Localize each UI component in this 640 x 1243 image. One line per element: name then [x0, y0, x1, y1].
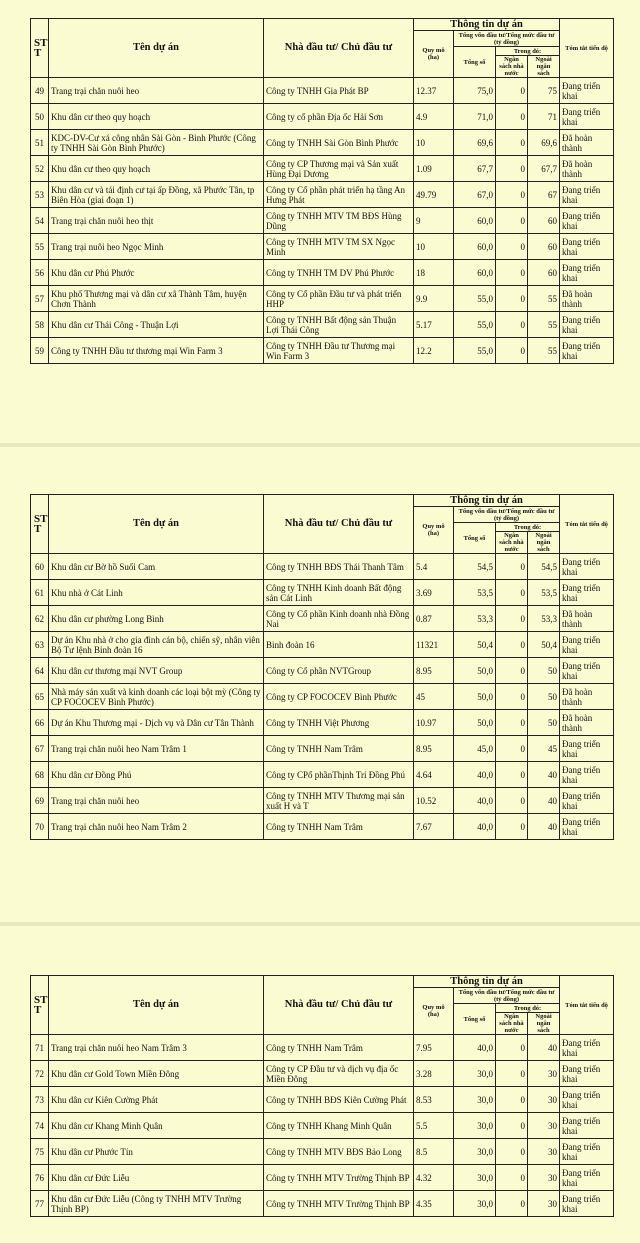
row-project-name: Trang trại chăn nuôi heo thịt: [49, 208, 264, 234]
header-investor: Nhà đầu tư/ Chủ đầu tư: [264, 19, 414, 78]
row-investor: Công ty CP Thương mại và Sản xuất Hùng Đại Dương: [264, 156, 414, 182]
row-state-budget: 0: [496, 658, 528, 684]
row-state-budget: 0: [496, 1191, 528, 1217]
row-investor: Công ty TNHH MTV TM BĐS Hùng Dũng: [264, 208, 414, 234]
row-total-capital: 30,0: [454, 1139, 496, 1165]
row-state-budget: 0: [496, 234, 528, 260]
row-investor: Công ty Cổ phần Kinh doanh nhà Đồng Nai: [264, 606, 414, 632]
row-investor: Công ty TNHH Bất động sản Thuận Lợi Thái Công: [264, 312, 414, 338]
row-progress-status: Đang triển khai: [560, 1061, 614, 1087]
table-row: [31, 260, 614, 286]
row-project-name: Trang trại chăn nuôi heo: [49, 788, 264, 814]
row-progress-status: Đang triển khai: [560, 554, 614, 580]
row-project-name: Trang trại chăn nuôi heo Nam Trâm 3: [49, 1035, 264, 1061]
row-progress-status: Đang triển khai: [560, 260, 614, 286]
row-non-budget: 54,5: [528, 554, 560, 580]
row-non-budget: 40: [528, 814, 560, 840]
row-total-capital: 60,0: [454, 234, 496, 260]
row-state-budget: 0: [496, 1139, 528, 1165]
table-row: [31, 1113, 614, 1139]
header-project-name: Tên dự án: [49, 19, 264, 78]
row-stt: 54: [31, 208, 49, 234]
header-of-which: Trong đó:: [496, 47, 560, 56]
row-non-budget: 30: [528, 1113, 560, 1139]
row-stt: 52: [31, 156, 49, 182]
header-project-name: Tên dự án: [49, 495, 264, 554]
row-stt: 55: [31, 234, 49, 260]
row-stt: 63: [31, 632, 49, 658]
header-of-which: Trong đó:: [496, 523, 560, 532]
row-scale: 10.97: [414, 710, 454, 736]
table-row: [31, 338, 614, 364]
row-investor: Công ty TNHH BĐS Kiên Cường Phát: [264, 1087, 414, 1113]
table-row: [31, 580, 614, 606]
row-state-budget: 0: [496, 1087, 528, 1113]
row-project-name: Khu nhà ở Cát Linh: [49, 580, 264, 606]
table-row: [31, 1191, 614, 1217]
row-progress-status: Đang triển khai: [560, 632, 614, 658]
row-investor: Công ty TNHH Khang Minh Quân: [264, 1113, 414, 1139]
row-non-budget: 55: [528, 286, 560, 312]
row-progress-status: Đang triển khai: [560, 208, 614, 234]
row-scale: 8.53: [414, 1087, 454, 1113]
row-total-capital: 55,0: [454, 338, 496, 364]
row-investor: Công ty TNHH Nam Trâm: [264, 736, 414, 762]
row-state-budget: 0: [496, 736, 528, 762]
row-stt: 53: [31, 182, 49, 208]
row-scale: 9: [414, 208, 454, 234]
row-scale: 11321: [414, 632, 454, 658]
header-project-name: Tên dự án: [49, 976, 264, 1035]
row-project-name: Khu dân cư Thái Công - Thuận Lợi: [49, 312, 264, 338]
row-state-budget: 0: [496, 182, 528, 208]
header-of-which: Trong đó:: [496, 1004, 560, 1013]
row-project-name: Khu dân cư Bờ hồ Suối Cam: [49, 554, 264, 580]
row-scale: 4.35: [414, 1191, 454, 1217]
page-separator: [0, 443, 640, 447]
row-stt: 71: [31, 1035, 49, 1061]
header-non-budget: Ngoài ngân sách: [528, 532, 560, 554]
row-non-budget: 40: [528, 1035, 560, 1061]
header-progress: Tóm tắt tiến độ: [560, 19, 614, 78]
header-capital: Tổng vốn đầu tư/Tổng mức đầu tư (tỷ đồng): [454, 988, 560, 1004]
header-progress: Tóm tắt tiến độ: [560, 976, 614, 1035]
table-row: [31, 632, 614, 658]
row-stt: 56: [31, 260, 49, 286]
row-project-name: Nhà máy sản xuất và kinh doanh các loại bột mỳ (Công ty CP FOCOCEV Bình Phước): [49, 684, 264, 710]
row-state-budget: 0: [496, 606, 528, 632]
row-total-capital: 67,7: [454, 156, 496, 182]
row-project-name: Khu dân cư theo quy hoạch: [49, 104, 264, 130]
table-row: [31, 182, 614, 208]
row-project-name: Dự án Khu Thương mại - Dịch vụ và Dân cư Tân Thành: [49, 710, 264, 736]
project-table-page-2: [30, 494, 614, 840]
row-progress-status: Đang triển khai: [560, 338, 614, 364]
project-table-page-3: [30, 975, 614, 1217]
row-stt: 50: [31, 104, 49, 130]
row-state-budget: 0: [496, 762, 528, 788]
row-progress-status: Đang triển khai: [560, 1113, 614, 1139]
row-total-capital: 45,0: [454, 736, 496, 762]
table-row: [31, 1035, 614, 1061]
row-investor: Công ty TNHH Sài Gòn Bình Phước: [264, 130, 414, 156]
row-total-capital: 30,0: [454, 1191, 496, 1217]
row-progress-status: Đã hoàn thành: [560, 606, 614, 632]
row-total-capital: 30,0: [454, 1113, 496, 1139]
row-scale: 4.64: [414, 762, 454, 788]
header-budget: Ngân sách nhà nước: [496, 56, 528, 78]
row-scale: 1.09: [414, 156, 454, 182]
table-row: [31, 814, 614, 840]
row-scale: 12.2: [414, 338, 454, 364]
row-project-name: Khu dân cư Đồng Phú: [49, 762, 264, 788]
header-total: Tổng số: [454, 1004, 496, 1035]
header-budget: Ngân sách nhà nước: [496, 1013, 528, 1035]
row-investor: Công ty TNHH Việt Phương: [264, 710, 414, 736]
header-stt: ST T: [31, 976, 49, 1035]
row-investor: Công ty Cổ phần Đầu tư và phát triển HHP: [264, 286, 414, 312]
row-state-budget: 0: [496, 338, 528, 364]
table-row: [31, 78, 614, 104]
row-state-budget: 0: [496, 130, 528, 156]
row-total-capital: 60,0: [454, 260, 496, 286]
row-scale: 7.95: [414, 1035, 454, 1061]
row-project-name: Khu dân cư Đức Liễu (Công ty TNHH MTV Trường Thịnh BP): [49, 1191, 264, 1217]
row-stt: 69: [31, 788, 49, 814]
row-stt: 61: [31, 580, 49, 606]
row-stt: 74: [31, 1113, 49, 1139]
row-investor: Công ty Cổ phần NVTGroup: [264, 658, 414, 684]
row-project-name: Trang trại nuôi heo Ngọc Minh: [49, 234, 264, 260]
row-scale: 3.28: [414, 1061, 454, 1087]
row-stt: 51: [31, 130, 49, 156]
row-scale: 10: [414, 234, 454, 260]
row-total-capital: 69,6: [454, 130, 496, 156]
row-project-name: Công ty TNHH Đầu tư thương mại Win Farm 3: [49, 338, 264, 364]
row-scale: 3.69: [414, 580, 454, 606]
row-state-budget: 0: [496, 1113, 528, 1139]
row-investor: Công ty CP FOCOCEV Bình Phước: [264, 684, 414, 710]
row-stt: 67: [31, 736, 49, 762]
table-row: [31, 234, 614, 260]
row-scale: 5.17: [414, 312, 454, 338]
row-scale: 8.95: [414, 736, 454, 762]
table-row: [31, 156, 614, 182]
row-progress-status: Đang triển khai: [560, 234, 614, 260]
row-progress-status: Đang triển khai: [560, 312, 614, 338]
row-non-budget: 60: [528, 208, 560, 234]
row-progress-status: Đang triển khai: [560, 580, 614, 606]
row-scale: 10: [414, 130, 454, 156]
row-state-budget: 0: [496, 554, 528, 580]
row-total-capital: 54,5: [454, 554, 496, 580]
row-progress-status: Đang triển khai: [560, 1165, 614, 1191]
row-investor: Công ty TNHH Đầu tư Thương mại Win Farm 3: [264, 338, 414, 364]
row-total-capital: 30,0: [454, 1061, 496, 1087]
row-stt: 58: [31, 312, 49, 338]
row-progress-status: Đang triển khai: [560, 1087, 614, 1113]
row-progress-status: Đang triển khai: [560, 736, 614, 762]
row-project-name: Khu dân cư Khang Minh Quân: [49, 1113, 264, 1139]
row-scale: 5.4: [414, 554, 454, 580]
table-row: [31, 788, 614, 814]
row-stt: 70: [31, 814, 49, 840]
row-stt: 77: [31, 1191, 49, 1217]
row-project-name: KDC-DV-Cư xá công nhân Sài Gòn - Bình Phước (Công ty TNHH Sài Gòn Bình Phước): [49, 130, 264, 156]
row-state-budget: 0: [496, 788, 528, 814]
row-total-capital: 30,0: [454, 1087, 496, 1113]
header-investor: Nhà đầu tư/ Chủ đầu tư: [264, 495, 414, 554]
row-non-budget: 30: [528, 1061, 560, 1087]
row-non-budget: 53,5: [528, 580, 560, 606]
row-stt: 57: [31, 286, 49, 312]
row-project-name: Khu dân cư Đức Liễu: [49, 1165, 264, 1191]
row-scale: 8.5: [414, 1139, 454, 1165]
row-scale: 9.9: [414, 286, 454, 312]
row-total-capital: 55,0: [454, 286, 496, 312]
header-progress: Tóm tắt tiến độ: [560, 495, 614, 554]
row-progress-status: Đang triển khai: [560, 78, 614, 104]
row-progress-status: Đã hoàn thành: [560, 156, 614, 182]
row-state-budget: 0: [496, 260, 528, 286]
table-row: [31, 312, 614, 338]
table-row: [31, 1139, 614, 1165]
table-row: [31, 130, 614, 156]
row-investor: Công ty TNHH MTV Thương mại sản xuất H và T: [264, 788, 414, 814]
row-state-budget: 0: [496, 78, 528, 104]
header-scale: Quy mô (ha): [414, 31, 454, 78]
header-stt: ST T: [31, 19, 49, 78]
row-scale: 8.95: [414, 658, 454, 684]
row-scale: 18: [414, 260, 454, 286]
row-scale: 0.87: [414, 606, 454, 632]
row-total-capital: 50,0: [454, 710, 496, 736]
row-progress-status: Đang triển khai: [560, 762, 614, 788]
row-total-capital: 50,4: [454, 632, 496, 658]
row-investor: Binh đoàn 16: [264, 632, 414, 658]
table-row: [31, 554, 614, 580]
row-investor: Công ty TNHH MTV BĐS Bảo Long: [264, 1139, 414, 1165]
header-capital: Tổng vốn đầu tư/Tổng mức đầu tư (tỷ đồng): [454, 31, 560, 47]
row-state-budget: 0: [496, 312, 528, 338]
row-project-name: Khu dân cư và tái định cư tại ấp Đồng, xã Phước Tân, tp Biên Hòa (giai đoạn 1): [49, 182, 264, 208]
row-investor: Công ty Cổ phần phát triển hạ tầng An Hưng Phát: [264, 182, 414, 208]
table-row: [31, 1165, 614, 1191]
row-non-budget: 55: [528, 338, 560, 364]
row-stt: 49: [31, 78, 49, 104]
row-non-budget: 55: [528, 312, 560, 338]
row-total-capital: 40,0: [454, 762, 496, 788]
row-non-budget: 30: [528, 1087, 560, 1113]
header-stt: ST T: [31, 495, 49, 554]
row-stt: 76: [31, 1165, 49, 1191]
row-non-budget: 50: [528, 658, 560, 684]
row-project-name: Trang trại chăn nuôi heo Nam Trâm 1: [49, 736, 264, 762]
row-state-budget: 0: [496, 156, 528, 182]
page-separator: [0, 922, 640, 926]
header-scale: Quy mô (ha): [414, 988, 454, 1035]
row-state-budget: 0: [496, 286, 528, 312]
row-total-capital: 71,0: [454, 104, 496, 130]
row-state-budget: 0: [496, 580, 528, 606]
header-project-info: Thông tin dự án: [414, 495, 560, 507]
row-progress-status: Đã hoàn thành: [560, 684, 614, 710]
row-non-budget: 67,7: [528, 156, 560, 182]
row-non-budget: 45: [528, 736, 560, 762]
row-total-capital: 60,0: [454, 208, 496, 234]
row-non-budget: 40: [528, 788, 560, 814]
row-project-name: Khu dân cư phường Long Bình: [49, 606, 264, 632]
row-total-capital: 75,0: [454, 78, 496, 104]
row-stt: 66: [31, 710, 49, 736]
row-investor: Công ty TNHH MTV Trường Thịnh BP: [264, 1191, 414, 1217]
row-stt: 72: [31, 1061, 49, 1087]
row-stt: 65: [31, 684, 49, 710]
row-scale: 4.32: [414, 1165, 454, 1191]
row-total-capital: 53,5: [454, 580, 496, 606]
row-total-capital: 50,0: [454, 658, 496, 684]
header-total: Tổng số: [454, 47, 496, 78]
table-row: [31, 286, 614, 312]
row-total-capital: 40,0: [454, 1035, 496, 1061]
row-progress-status: Đang triển khai: [560, 104, 614, 130]
row-investor: Công ty TNHH BĐS Thái Thanh Tâm: [264, 554, 414, 580]
row-total-capital: 53,3: [454, 606, 496, 632]
row-non-budget: 67: [528, 182, 560, 208]
row-stt: 62: [31, 606, 49, 632]
row-project-name: Trang trại chăn nuôi heo: [49, 78, 264, 104]
row-investor: Công ty cổ phần Địa ốc Hải Sơn: [264, 104, 414, 130]
row-investor: Công ty TNHH Kinh doanh Bất động sản Cát Linh: [264, 580, 414, 606]
row-total-capital: 50,0: [454, 684, 496, 710]
row-non-budget: 30: [528, 1165, 560, 1191]
row-non-budget: 50,4: [528, 632, 560, 658]
row-stt: 73: [31, 1087, 49, 1113]
header-non-budget: Ngoài ngân sách: [528, 56, 560, 78]
row-progress-status: Đang triển khai: [560, 1035, 614, 1061]
row-project-name: Khu dân cư Phước Tín: [49, 1139, 264, 1165]
table-row: [31, 208, 614, 234]
table-row: [31, 606, 614, 632]
row-non-budget: 71: [528, 104, 560, 130]
row-progress-status: Đã hoàn thành: [560, 286, 614, 312]
header-investor: Nhà đầu tư/ Chủ đầu tư: [264, 976, 414, 1035]
table-row: [31, 1061, 614, 1087]
row-investor: Công ty TNHH MTV Trường Thịnh BP: [264, 1165, 414, 1191]
row-stt: 59: [31, 338, 49, 364]
row-scale: 7.67: [414, 814, 454, 840]
row-investor: Công ty TNHH Nam Trâm: [264, 814, 414, 840]
table-row: [31, 104, 614, 130]
project-table-page-1: [30, 18, 614, 364]
row-state-budget: 0: [496, 208, 528, 234]
row-project-name: Trang trại chăn nuôi heo Nam Trâm 2: [49, 814, 264, 840]
row-total-capital: 67,0: [454, 182, 496, 208]
row-project-name: Khu dân cư thương mại NVT Group: [49, 658, 264, 684]
row-progress-status: Đang triển khai: [560, 1191, 614, 1217]
row-scale: 12.37: [414, 78, 454, 104]
row-state-budget: 0: [496, 104, 528, 130]
row-stt: 75: [31, 1139, 49, 1165]
row-non-budget: 50: [528, 684, 560, 710]
row-stt: 64: [31, 658, 49, 684]
table-row: [31, 1087, 614, 1113]
table-row: [31, 684, 614, 710]
row-non-budget: 50: [528, 710, 560, 736]
row-stt: 68: [31, 762, 49, 788]
row-investor: Công ty CP Đầu tư và dịch vụ địa ốc Miền Đông: [264, 1061, 414, 1087]
header-capital: Tổng vốn đầu tư/Tổng mức đầu tư (tỷ đồng): [454, 507, 560, 523]
row-state-budget: 0: [496, 814, 528, 840]
row-scale: 10.52: [414, 788, 454, 814]
row-total-capital: 30,0: [454, 1165, 496, 1191]
table-row: [31, 736, 614, 762]
row-investor: Công ty TNHH Nam Trâm: [264, 1035, 414, 1061]
table-row: [31, 762, 614, 788]
row-project-name: Dự án Khu nhà ở cho gia đình cán bộ, chiến sỹ, nhân viên Bộ Tư lệnh Binh đoàn 16: [49, 632, 264, 658]
header-scale: Quy mô (ha): [414, 507, 454, 554]
row-scale: 49.79: [414, 182, 454, 208]
row-investor: Công ty TNHH Gia Phát BP: [264, 78, 414, 104]
table-row: [31, 658, 614, 684]
row-scale: 45: [414, 684, 454, 710]
row-progress-status: Đang triển khai: [560, 182, 614, 208]
header-budget: Ngân sách nhà nước: [496, 532, 528, 554]
row-project-name: Khu dân cư theo quy hoạch: [49, 156, 264, 182]
row-non-budget: 40: [528, 762, 560, 788]
row-stt: 60: [31, 554, 49, 580]
row-progress-status: Đang triển khai: [560, 814, 614, 840]
header-project-info: Thông tin dự án: [414, 19, 560, 31]
row-state-budget: 0: [496, 632, 528, 658]
table-row: [31, 710, 614, 736]
row-investor: Công ty TNHH TM DV Phú Phước: [264, 260, 414, 286]
row-scale: 4.9: [414, 104, 454, 130]
row-scale: 5.5: [414, 1113, 454, 1139]
row-progress-status: Đang triển khai: [560, 788, 614, 814]
row-non-budget: 69,6: [528, 130, 560, 156]
row-project-name: Khu dân cư Kiên Cường Phát: [49, 1087, 264, 1113]
header-project-info: Thông tin dự án: [414, 976, 560, 988]
row-state-budget: 0: [496, 1165, 528, 1191]
row-state-budget: 0: [496, 710, 528, 736]
row-total-capital: 55,0: [454, 312, 496, 338]
row-progress-status: Đã hoàn thành: [560, 130, 614, 156]
row-non-budget: 60: [528, 260, 560, 286]
row-progress-status: Đang triển khai: [560, 1139, 614, 1165]
row-progress-status: Đang triển khai: [560, 658, 614, 684]
row-non-budget: 53,3: [528, 606, 560, 632]
row-state-budget: 0: [496, 684, 528, 710]
row-non-budget: 30: [528, 1191, 560, 1217]
row-non-budget: 30: [528, 1139, 560, 1165]
row-investor: Công ty CPổ phầnThịnh Trí Đồng Phú: [264, 762, 414, 788]
row-total-capital: 40,0: [454, 814, 496, 840]
row-progress-status: Đã hoàn thành: [560, 710, 614, 736]
row-project-name: Khu dân cư Gold Town Miền Đông: [49, 1061, 264, 1087]
header-non-budget: Ngoài ngân sách: [528, 1013, 560, 1035]
row-non-budget: 60: [528, 234, 560, 260]
row-project-name: Khu dân cư Phú Phước: [49, 260, 264, 286]
row-state-budget: 0: [496, 1061, 528, 1087]
header-total: Tổng số: [454, 523, 496, 554]
row-non-budget: 75: [528, 78, 560, 104]
row-investor: Công ty TNHH MTV TM SX Ngọc Minh: [264, 234, 414, 260]
row-state-budget: 0: [496, 1035, 528, 1061]
row-project-name: Khu phố Thương mại và dân cư xã Thành Tâm, huyện Chơn Thành: [49, 286, 264, 312]
row-total-capital: 40,0: [454, 788, 496, 814]
